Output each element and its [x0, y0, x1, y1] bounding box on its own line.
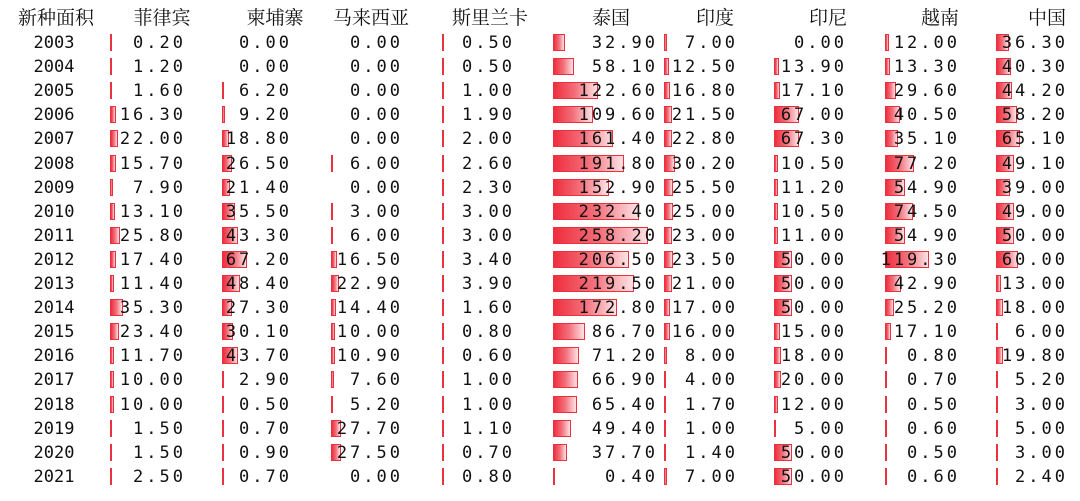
value-label: 0.70 — [462, 442, 515, 463]
value-label: 0.50 — [462, 57, 515, 78]
value-label: 161.40 — [578, 129, 658, 150]
value-label: 15.70 — [119, 153, 186, 174]
value-label: 25.50 — [671, 177, 738, 198]
value-label: 0.00 — [350, 177, 403, 198]
value-label: 0.70 — [239, 418, 292, 439]
value-label: 7.90 — [133, 177, 186, 198]
table-cell — [0, 320, 1080, 344]
year-label: 2019 — [33, 418, 75, 439]
value-label: 17.10 — [893, 322, 960, 343]
value-label: 16.00 — [671, 322, 738, 343]
value-label: 67.00 — [780, 105, 847, 126]
value-label: 10.00 — [119, 370, 186, 391]
value-label: 18.00 — [1001, 298, 1068, 319]
value-label: 42.90 — [893, 274, 960, 294]
table-cell — [0, 272, 1080, 296]
value-label: 37.70 — [591, 442, 658, 463]
value-label: 0.90 — [239, 442, 292, 463]
value-label: 3.00 — [462, 201, 515, 222]
value-label: 35.30 — [119, 298, 186, 319]
table-cell — [0, 465, 1080, 489]
value-label: 5.20 — [1015, 370, 1068, 391]
year-label: 2003 — [33, 33, 75, 53]
value-label: 1.90 — [462, 105, 515, 126]
value-label: 13.90 — [780, 57, 847, 78]
value-label: 5.00 — [1015, 418, 1068, 439]
value-label: 0.80 — [462, 322, 515, 343]
value-label: 58.10 — [591, 57, 658, 78]
table-cell — [0, 417, 1080, 441]
year-label: 2014 — [33, 298, 75, 319]
value-label: 0.70 — [239, 466, 292, 487]
value-label: 0.60 — [907, 418, 960, 439]
corner-header: 新种面积 — [17, 7, 94, 29]
value-label: 10.90 — [336, 346, 403, 367]
value-label: 21.40 — [225, 177, 292, 198]
value-label: 35.10 — [893, 129, 960, 150]
value-label: 13.00 — [1001, 274, 1068, 294]
table-cell — [0, 152, 1080, 176]
value-label: 7.60 — [350, 370, 403, 391]
year-label: 2016 — [33, 346, 75, 367]
year-label: 2004 — [33, 57, 75, 78]
value-label: 1.20 — [133, 57, 186, 78]
value-label: 0.50 — [907, 394, 960, 415]
value-label: 66.90 — [591, 370, 658, 391]
value-label: 11.20 — [780, 177, 847, 198]
value-label: 40.50 — [893, 105, 960, 126]
value-label: 3.00 — [462, 225, 515, 246]
value-label: 65.10 — [1001, 129, 1068, 150]
year-label: 2020 — [33, 442, 75, 463]
value-label: 3.00 — [350, 201, 403, 222]
year-label: 2006 — [33, 105, 75, 126]
value-label: 11.00 — [780, 225, 847, 246]
table-cell — [0, 55, 1080, 79]
value-label: 36.30 — [1001, 33, 1068, 53]
value-label: 6.20 — [239, 81, 292, 102]
value-label: 10.00 — [336, 322, 403, 343]
value-label: 0.80 — [907, 346, 960, 367]
column-header: 柬埔寨 — [246, 7, 304, 29]
value-label: 3.40 — [462, 249, 515, 270]
value-label: 18.00 — [780, 346, 847, 367]
value-label: 2.00 — [462, 129, 515, 150]
value-label: 48.40 — [225, 274, 292, 294]
value-label: 0.00 — [350, 466, 403, 487]
table-cell — [0, 296, 1080, 320]
value-label: 50.00 — [1001, 225, 1068, 246]
value-label: 1.50 — [133, 418, 186, 439]
year-label: 2008 — [33, 153, 75, 174]
table-cell — [0, 127, 1080, 151]
value-label: 20.00 — [780, 370, 847, 391]
table-cell — [0, 103, 1080, 127]
value-label: 3.00 — [1015, 394, 1068, 415]
value-label: 7.00 — [685, 466, 738, 487]
column-header: 马来西亚 — [332, 7, 409, 29]
value-label: 6.00 — [350, 225, 403, 246]
value-label: 71.20 — [591, 346, 658, 367]
value-label: 0.70 — [907, 370, 960, 391]
value-label: 0.40 — [605, 466, 658, 487]
value-label: 6.00 — [1015, 322, 1068, 343]
value-label: 43.70 — [225, 346, 292, 367]
year-label: 2009 — [33, 177, 75, 198]
year-label: 2011 — [33, 225, 75, 246]
value-label: 32.90 — [591, 33, 658, 53]
value-label: 0.00 — [350, 57, 403, 78]
value-label: 10.50 — [780, 201, 847, 222]
value-label: 7.00 — [685, 33, 738, 53]
year-label: 2005 — [33, 81, 75, 102]
value-label: 1.40 — [685, 442, 738, 463]
value-label: 16.80 — [671, 81, 738, 102]
value-label: 13.30 — [893, 57, 960, 78]
value-label: 1.00 — [462, 81, 515, 102]
value-label: 50.00 — [780, 466, 847, 487]
value-label: 152.90 — [578, 177, 658, 198]
value-label: 122.60 — [578, 81, 658, 102]
value-label: 1.60 — [133, 81, 186, 102]
value-label: 3.90 — [462, 274, 515, 294]
table-cell — [0, 248, 1080, 272]
value-label: 30.10 — [225, 322, 292, 343]
value-label: 23.00 — [671, 225, 738, 246]
value-label: 21.00 — [671, 274, 738, 294]
value-label: 17.10 — [780, 81, 847, 102]
value-label: 1.50 — [133, 442, 186, 463]
value-label: 10.00 — [119, 394, 186, 415]
value-label: 44.20 — [1001, 81, 1068, 102]
value-label: 4.00 — [685, 370, 738, 391]
value-label: 119.30 — [880, 249, 960, 270]
value-label: 35.50 — [225, 201, 292, 222]
value-label: 49.10 — [1001, 153, 1068, 174]
value-label: 12.50 — [671, 57, 738, 78]
value-label: 23.40 — [119, 322, 186, 343]
value-label: 2.40 — [1015, 466, 1068, 487]
value-label: 49.40 — [591, 418, 658, 439]
value-label: 50.00 — [780, 274, 847, 294]
value-label: 9.20 — [239, 105, 292, 126]
value-label: 16.50 — [336, 249, 403, 270]
value-label: 50.00 — [780, 298, 847, 319]
table-cell — [0, 31, 1080, 55]
table-cell — [0, 224, 1080, 248]
value-label: 0.80 — [462, 466, 515, 487]
value-label: 22.90 — [336, 274, 403, 294]
value-label: 27.30 — [225, 298, 292, 319]
value-label: 49.00 — [1001, 201, 1068, 222]
value-label: 21.50 — [671, 105, 738, 126]
value-label: 1.70 — [685, 394, 738, 415]
column-header: 菲律宾 — [133, 7, 191, 29]
value-label: 2.50 — [133, 466, 186, 487]
value-label: 11.70 — [119, 346, 186, 367]
value-label: 22.00 — [119, 129, 186, 150]
value-label: 17.00 — [671, 298, 738, 319]
value-label: 0.00 — [794, 33, 847, 53]
value-label: 6.00 — [350, 153, 403, 174]
value-label: 0.20 — [133, 33, 186, 53]
year-label: 2007 — [33, 129, 75, 150]
value-label: 0.00 — [350, 105, 403, 126]
value-label: 0.50 — [239, 394, 292, 415]
value-label: 232.40 — [578, 201, 658, 222]
value-label: 25.20 — [893, 298, 960, 319]
value-label: 219.50 — [578, 274, 658, 294]
value-label: 1.00 — [685, 418, 738, 439]
value-label: 1.00 — [462, 370, 515, 391]
value-label: 1.10 — [462, 418, 515, 439]
value-label: 1.00 — [462, 394, 515, 415]
value-label: 5.00 — [794, 418, 847, 439]
table-cell — [0, 200, 1080, 224]
value-label: 2.90 — [239, 370, 292, 391]
value-label: 0.50 — [907, 442, 960, 463]
year-label: 2012 — [33, 249, 75, 270]
value-label: 40.30 — [1001, 57, 1068, 78]
value-label: 0.00 — [350, 33, 403, 53]
value-label: 13.10 — [119, 201, 186, 222]
value-label: 39.00 — [1001, 177, 1068, 198]
value-label: 1.60 — [462, 298, 515, 319]
column-header: 越南 — [920, 7, 959, 29]
value-label: 86.70 — [591, 322, 658, 343]
value-label: 60.00 — [1001, 249, 1068, 270]
value-label: 11.40 — [119, 274, 186, 294]
year-label: 2010 — [33, 201, 75, 222]
table-cell — [0, 368, 1080, 392]
value-label: 8.00 — [685, 346, 738, 367]
value-label: 0.60 — [462, 346, 515, 367]
year-label: 2021 — [33, 466, 75, 487]
value-label: 10.50 — [780, 153, 847, 174]
value-label: 2.30 — [462, 177, 515, 198]
value-label: 67.30 — [780, 129, 847, 150]
value-label: 65.40 — [591, 394, 658, 415]
value-label: 0.00 — [350, 129, 403, 150]
value-label: 43.30 — [225, 225, 292, 246]
table-cell — [0, 441, 1080, 465]
value-label: 50.00 — [780, 442, 847, 463]
value-label: 22.80 — [671, 129, 738, 150]
table-cell — [0, 344, 1080, 368]
value-label: 0.00 — [239, 57, 292, 78]
column-header: 中国 — [1027, 7, 1066, 29]
value-label: 25.80 — [119, 225, 186, 246]
value-label: 26.50 — [225, 153, 292, 174]
value-label: 29.60 — [893, 81, 960, 102]
value-label: 172.80 — [578, 298, 658, 319]
value-label: 14.40 — [336, 298, 403, 319]
year-label: 2017 — [33, 370, 75, 391]
value-label: 17.40 — [119, 249, 186, 270]
value-label: 191.80 — [578, 153, 658, 174]
value-label: 0.60 — [907, 466, 960, 487]
value-label: 12.00 — [893, 33, 960, 53]
value-label: 3.00 — [1015, 442, 1068, 463]
value-label: 30.20 — [671, 153, 738, 174]
value-label: 0.00 — [239, 33, 292, 53]
value-label: 2.60 — [462, 153, 515, 174]
value-label: 77.20 — [893, 153, 960, 174]
column-header: 印尼 — [808, 7, 847, 29]
value-label: 109.60 — [578, 105, 658, 126]
value-label: 19.80 — [1001, 346, 1068, 367]
value-label: 16.30 — [119, 105, 186, 126]
value-label: 0.00 — [350, 81, 403, 102]
value-label: 27.70 — [336, 418, 403, 439]
value-label: 67.20 — [225, 249, 292, 270]
value-label: 58.20 — [1001, 105, 1068, 126]
value-label: 27.50 — [336, 442, 403, 463]
value-label: 50.00 — [780, 249, 847, 270]
table-cell — [0, 393, 1080, 417]
year-label: 2018 — [33, 394, 75, 415]
value-label: 25.00 — [671, 201, 738, 222]
value-label: 18.80 — [225, 129, 292, 150]
column-header: 泰国 — [591, 7, 630, 29]
value-label: 258.20 — [578, 225, 658, 246]
value-label: 206.50 — [578, 249, 658, 270]
value-label: 54.90 — [893, 177, 960, 198]
value-label: 15.00 — [780, 322, 847, 343]
value-label: 0.50 — [462, 33, 515, 53]
column-header: 斯里兰卡 — [451, 7, 528, 29]
table-cell — [0, 176, 1080, 200]
value-label: 54.90 — [893, 225, 960, 246]
column-header: 印度 — [695, 7, 734, 29]
value-label: 5.20 — [350, 394, 403, 415]
value-label: 12.00 — [780, 394, 847, 415]
year-label: 2015 — [33, 322, 75, 343]
value-label: 23.50 — [671, 249, 738, 270]
value-label: 74.50 — [893, 201, 960, 222]
table-cell — [0, 79, 1080, 103]
year-label: 2013 — [33, 274, 75, 294]
